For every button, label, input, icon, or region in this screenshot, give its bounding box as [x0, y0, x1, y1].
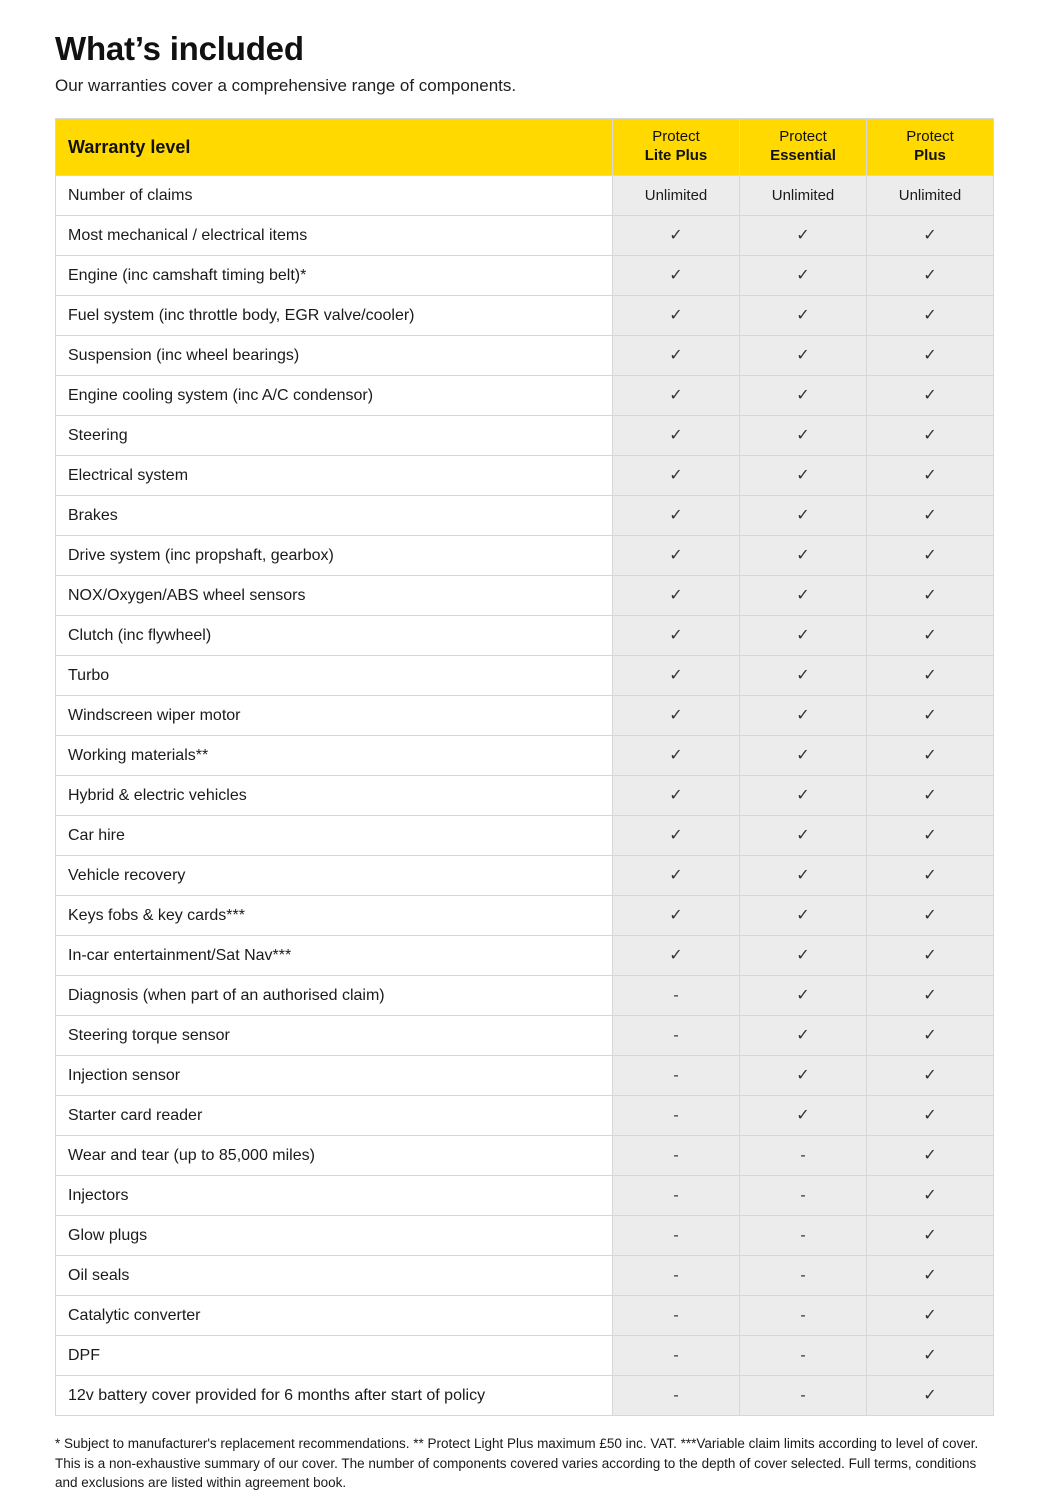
coverage-cell [740, 1336, 867, 1376]
plan-name-bottom: Essential [770, 147, 836, 164]
feature-label: Diagnosis (when part of an authorised claim) [56, 976, 613, 1016]
check-icon: ✓ [796, 1066, 810, 1084]
coverage-cell [613, 576, 740, 616]
table-row [56, 496, 994, 536]
feature-label: DPF [56, 1336, 613, 1376]
coverage-value: Unlimited [898, 186, 962, 204]
coverage-cell [867, 536, 994, 576]
check-icon: ✓ [796, 386, 810, 404]
coverage-cell [740, 1056, 867, 1096]
feature-label: Catalytic converter [56, 1296, 613, 1336]
coverage-cell [740, 616, 867, 656]
check-icon: ✓ [923, 1146, 937, 1164]
coverage-cell [613, 656, 740, 696]
coverage-cell [867, 776, 994, 816]
check-icon: ✓ [796, 1106, 810, 1124]
feature-label: Working materials** [56, 736, 613, 776]
dash-icon: - [800, 1306, 806, 1324]
check-icon: ✓ [669, 746, 683, 764]
coverage-cell [867, 1016, 994, 1056]
feature-label: 12v battery cover provided for 6 months after start of policy [56, 1376, 613, 1416]
check-icon: ✓ [923, 386, 937, 404]
coverage-cell [613, 256, 740, 296]
coverage-cell [867, 216, 994, 256]
table-row [56, 1096, 994, 1136]
table-row [56, 256, 994, 296]
check-icon: ✓ [796, 746, 810, 764]
coverage-cell [613, 296, 740, 336]
check-icon: ✓ [923, 706, 937, 724]
check-icon: ✓ [669, 386, 683, 404]
check-icon: ✓ [923, 1106, 937, 1124]
check-icon: ✓ [796, 986, 810, 1004]
check-icon: ✓ [669, 546, 683, 564]
coverage-cell [740, 1096, 867, 1136]
coverage-cell [740, 416, 867, 456]
check-icon: ✓ [923, 466, 937, 484]
check-icon: ✓ [796, 1026, 810, 1044]
check-icon: ✓ [669, 346, 683, 364]
coverage-cell [740, 176, 867, 216]
column-header-protect-lite-plus [613, 119, 740, 176]
table-header-row [56, 119, 994, 176]
feature-label: Engine (inc camshaft timing belt)* [56, 256, 613, 296]
check-icon: ✓ [923, 546, 937, 564]
check-icon: ✓ [796, 346, 810, 364]
feature-label: Starter card reader [56, 1096, 613, 1136]
check-icon: ✓ [923, 1026, 937, 1044]
feature-label: Windscreen wiper motor [56, 696, 613, 736]
check-icon: ✓ [669, 706, 683, 724]
feature-label: Turbo [56, 656, 613, 696]
feature-label: Brakes [56, 496, 613, 536]
coverage-cell [740, 816, 867, 856]
dash-icon: - [800, 1346, 806, 1364]
coverage-value: Unlimited [644, 186, 708, 204]
coverage-cell [867, 1056, 994, 1096]
feature-label: Fuel system (inc throttle body, EGR valve/cooler) [56, 296, 613, 336]
coverage-cell [867, 976, 994, 1016]
coverage-cell [867, 1136, 994, 1176]
coverage-cell [613, 976, 740, 1016]
page-subtitle: Our warranties cover a comprehensive range of components. [55, 76, 517, 95]
coverage-cell [740, 536, 867, 576]
check-icon: ✓ [669, 306, 683, 324]
check-icon: ✓ [923, 226, 937, 244]
check-icon: ✓ [923, 1346, 937, 1364]
coverage-value: Unlimited [771, 186, 835, 204]
coverage-cell [867, 896, 994, 936]
dash-icon: - [673, 1026, 679, 1044]
table-row [56, 1256, 994, 1296]
plan-name-bottom: Lite Plus [644, 147, 708, 164]
table-row [56, 1056, 994, 1096]
coverage-cell [867, 616, 994, 656]
check-icon: ✓ [923, 306, 937, 324]
coverage-cell [740, 1136, 867, 1176]
feature-label: In-car entertainment/Sat Nav*** [56, 936, 613, 976]
coverage-cell [613, 1256, 740, 1296]
feature-label: Engine cooling system (inc A/C condensor) [56, 376, 613, 416]
check-icon: ✓ [796, 306, 810, 324]
feature-label: Injection sensor [56, 1056, 613, 1096]
coverage-cell [613, 1056, 740, 1096]
feature-label: Hybrid & electric vehicles [56, 776, 613, 816]
coverage-cell [613, 456, 740, 496]
check-icon: ✓ [923, 586, 937, 604]
coverage-cell [613, 896, 740, 936]
dash-icon: - [673, 1106, 679, 1124]
check-icon: ✓ [669, 826, 683, 844]
coverage-cell [740, 496, 867, 536]
coverage-cell [740, 1296, 867, 1336]
check-icon: ✓ [669, 266, 683, 284]
check-icon: ✓ [796, 426, 810, 444]
coverage-cell [867, 936, 994, 976]
dash-icon: - [673, 1386, 679, 1404]
coverage-cell [613, 1176, 740, 1216]
coverage-cell [867, 1336, 994, 1376]
check-icon: ✓ [923, 626, 937, 644]
plan-name-bottom: Plus [914, 147, 946, 164]
coverage-cell [613, 816, 740, 856]
coverage-cell [867, 1216, 994, 1256]
check-icon: ✓ [796, 466, 810, 484]
coverage-cell [740, 376, 867, 416]
coverage-cell [613, 1216, 740, 1256]
coverage-cell [613, 1376, 740, 1416]
table-body [56, 176, 994, 1416]
feature-label: Number of claims [56, 176, 613, 216]
coverage-cell [613, 216, 740, 256]
table-row [56, 816, 994, 856]
table-row [56, 176, 994, 216]
coverage-cell [613, 376, 740, 416]
check-icon: ✓ [796, 226, 810, 244]
table-row [56, 336, 994, 376]
coverage-cell [867, 176, 994, 216]
check-icon: ✓ [923, 1226, 937, 1244]
coverage-cell [613, 776, 740, 816]
check-icon: ✓ [796, 666, 810, 684]
check-icon: ✓ [796, 506, 810, 524]
check-icon: ✓ [796, 946, 810, 964]
table-row [56, 216, 994, 256]
dash-icon: - [673, 1226, 679, 1244]
dash-icon: - [673, 1306, 679, 1324]
table-row [56, 656, 994, 696]
coverage-cell [867, 336, 994, 376]
check-icon: ✓ [669, 506, 683, 524]
feature-label: Car hire [56, 816, 613, 856]
footnote-text: * Subject to manufacturer's replacement recommendations. ** Protect Light Plus maximum £50 inc. VAT. ***Variable claim limits according to level of cover. This is a non-exhaustive summary of our cover. The number of components covered varies according to the depth of cover selected. Full terms, conditions and exclusions are listed within agreement book. [55, 1436, 979, 1491]
dash-icon: - [800, 1386, 806, 1404]
coverage-cell [867, 1296, 994, 1336]
check-icon: ✓ [923, 1386, 937, 1404]
dash-icon: - [673, 986, 679, 1004]
coverage-cell [867, 856, 994, 896]
coverage-cell [740, 856, 867, 896]
coverage-cell [740, 216, 867, 256]
coverage-cell [867, 1376, 994, 1416]
coverage-cell [867, 656, 994, 696]
coverage-cell [613, 1016, 740, 1056]
plan-name-top: Protect [652, 128, 700, 146]
table-row [56, 736, 994, 776]
feature-label: Vehicle recovery [56, 856, 613, 896]
coverage-cell [613, 1096, 740, 1136]
table-row [56, 416, 994, 456]
check-icon: ✓ [923, 506, 937, 524]
page-title: What’s included [55, 30, 304, 67]
column-header-protect-essential [740, 119, 867, 176]
coverage-cell [740, 936, 867, 976]
feature-label: Injectors [56, 1176, 613, 1216]
feature-label: Glow plugs [56, 1216, 613, 1256]
table-row [56, 896, 994, 936]
feature-label: Steering [56, 416, 613, 456]
check-icon: ✓ [796, 786, 810, 804]
dash-icon: - [800, 1266, 806, 1284]
check-icon: ✓ [796, 266, 810, 284]
feature-label: NOX/Oxygen/ABS wheel sensors [56, 576, 613, 616]
coverage-cell [740, 776, 867, 816]
coverage-cell [740, 1376, 867, 1416]
check-icon: ✓ [669, 906, 683, 924]
feature-label: Wear and tear (up to 85,000 miles) [56, 1136, 613, 1176]
check-icon: ✓ [796, 586, 810, 604]
coverage-cell [740, 336, 867, 376]
coverage-cell [867, 296, 994, 336]
coverage-cell [740, 1216, 867, 1256]
feature-label: Keys fobs & key cards*** [56, 896, 613, 936]
table-row [56, 696, 994, 736]
check-icon: ✓ [669, 586, 683, 604]
coverage-cell [740, 1256, 867, 1296]
column-header-protect-plus [867, 119, 994, 176]
coverage-cell [613, 736, 740, 776]
table-row [56, 296, 994, 336]
table-row [56, 1376, 994, 1416]
feature-label: Suspension (inc wheel bearings) [56, 336, 613, 376]
feature-label: Steering torque sensor [56, 1016, 613, 1056]
plan-name-top: Protect [779, 128, 827, 146]
table-row [56, 936, 994, 976]
feature-label: Electrical system [56, 456, 613, 496]
check-icon: ✓ [669, 426, 683, 444]
table-row [56, 376, 994, 416]
check-icon: ✓ [923, 1266, 937, 1284]
coverage-cell [867, 576, 994, 616]
coverage-cell [613, 616, 740, 656]
check-icon: ✓ [796, 826, 810, 844]
table-row [56, 976, 994, 1016]
coverage-cell [740, 976, 867, 1016]
coverage-cell [740, 1016, 867, 1056]
dash-icon: - [673, 1186, 679, 1204]
table-row [56, 1336, 994, 1376]
check-icon: ✓ [796, 906, 810, 924]
table-row [56, 456, 994, 496]
check-icon: ✓ [923, 906, 937, 924]
check-icon: ✓ [923, 986, 937, 1004]
check-icon: ✓ [923, 346, 937, 364]
coverage-cell [613, 1336, 740, 1376]
feature-label: Oil seals [56, 1256, 613, 1296]
check-icon: ✓ [796, 546, 810, 564]
coverage-cell [867, 1096, 994, 1136]
dash-icon: - [673, 1066, 679, 1084]
table-row [56, 776, 994, 816]
coverage-cell [740, 696, 867, 736]
table-head [56, 119, 994, 176]
check-icon: ✓ [923, 786, 937, 804]
check-icon: ✓ [796, 706, 810, 724]
coverage-cell [740, 296, 867, 336]
feature-label: Drive system (inc propshaft, gearbox) [56, 536, 613, 576]
coverage-cell [740, 456, 867, 496]
dash-icon: - [673, 1266, 679, 1284]
table-row [56, 856, 994, 896]
check-icon: ✓ [923, 826, 937, 844]
check-icon: ✓ [669, 946, 683, 964]
coverage-cell [867, 456, 994, 496]
check-icon: ✓ [923, 946, 937, 964]
column-header-warranty-level: Warranty level [56, 119, 613, 176]
coverage-cell [867, 376, 994, 416]
dash-icon: - [673, 1146, 679, 1164]
dash-icon: - [673, 1346, 679, 1364]
coverage-cell [867, 416, 994, 456]
check-icon: ✓ [923, 426, 937, 444]
coverage-cell [613, 536, 740, 576]
check-icon: ✓ [923, 666, 937, 684]
check-icon: ✓ [923, 866, 937, 884]
feature-label: Clutch (inc flywheel) [56, 616, 613, 656]
check-icon: ✓ [669, 666, 683, 684]
coverage-cell [867, 1176, 994, 1216]
dash-icon: - [800, 1146, 806, 1164]
check-icon: ✓ [669, 466, 683, 484]
coverage-cell [867, 816, 994, 856]
coverage-cell [867, 1256, 994, 1296]
coverage-cell [740, 576, 867, 616]
coverage-cell [613, 856, 740, 896]
check-icon: ✓ [669, 786, 683, 804]
table-row [56, 616, 994, 656]
check-icon: ✓ [796, 866, 810, 884]
coverage-cell [740, 656, 867, 696]
check-icon: ✓ [669, 866, 683, 884]
coverage-cell [740, 736, 867, 776]
check-icon: ✓ [923, 1066, 937, 1084]
table-row [56, 536, 994, 576]
check-icon: ✓ [923, 266, 937, 284]
coverage-cell [867, 696, 994, 736]
table-row [56, 1136, 994, 1176]
plan-name-top: Protect [906, 128, 954, 146]
coverage-cell [613, 496, 740, 536]
coverage-cell [867, 496, 994, 536]
feature-label: Most mechanical / electrical items [56, 216, 613, 256]
check-icon: ✓ [669, 226, 683, 244]
coverage-cell [613, 176, 740, 216]
coverage-cell [613, 416, 740, 456]
dash-icon: - [800, 1226, 806, 1244]
check-icon: ✓ [796, 626, 810, 644]
coverage-cell [613, 936, 740, 976]
coverage-cell [867, 736, 994, 776]
warranty-comparison-table [55, 118, 994, 1416]
coverage-cell [867, 256, 994, 296]
table-row [56, 1176, 994, 1216]
table-row [56, 1296, 994, 1336]
coverage-cell [740, 256, 867, 296]
coverage-cell [613, 336, 740, 376]
check-icon: ✓ [923, 1306, 937, 1324]
table-row [56, 1016, 994, 1056]
coverage-cell [613, 1136, 740, 1176]
table-row [56, 576, 994, 616]
dash-icon: - [800, 1186, 806, 1204]
coverage-cell [613, 1296, 740, 1336]
coverage-cell [740, 1176, 867, 1216]
coverage-cell [613, 696, 740, 736]
table-row [56, 1216, 994, 1256]
check-icon: ✓ [923, 746, 937, 764]
check-icon: ✓ [923, 1186, 937, 1204]
check-icon: ✓ [669, 626, 683, 644]
coverage-cell [740, 896, 867, 936]
